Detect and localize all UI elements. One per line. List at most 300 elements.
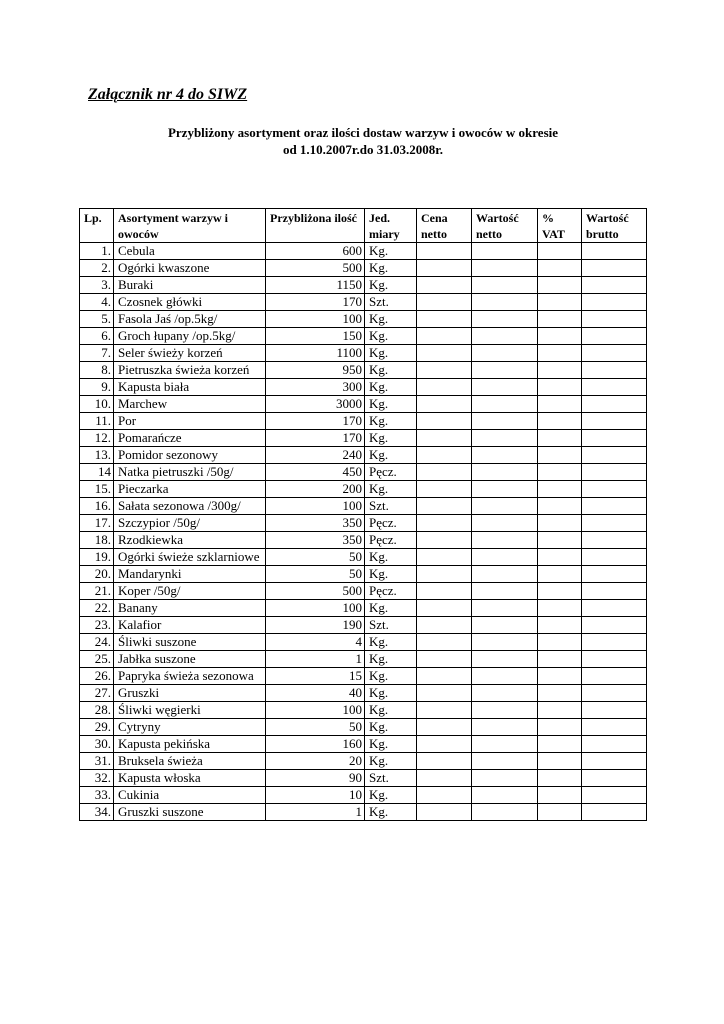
row-unit: Pęcz. — [365, 532, 417, 549]
row-lp: 2. — [80, 260, 114, 277]
table-row — [80, 532, 647, 549]
row-name: Pomarańcze — [114, 430, 266, 447]
row-price-cell — [417, 634, 472, 651]
row-price-cell — [417, 668, 472, 685]
row-vat-cell — [538, 617, 582, 634]
row-qty: 1 — [266, 804, 365, 821]
row-lp: 10. — [80, 396, 114, 413]
row-unit: Kg. — [365, 379, 417, 396]
row-price-cell — [417, 566, 472, 583]
row-qty: 100 — [266, 600, 365, 617]
row-vat-cell — [538, 753, 582, 770]
row-price-cell — [417, 583, 472, 600]
table-row — [80, 277, 647, 294]
row-net-value-cell — [472, 294, 538, 311]
row-qty: 500 — [266, 260, 365, 277]
row-qty: 1100 — [266, 345, 365, 362]
row-vat-cell — [538, 260, 582, 277]
row-gross-value-cell — [582, 515, 647, 532]
row-price-cell — [417, 736, 472, 753]
row-price-cell — [417, 719, 472, 736]
row-name: Sałata sezonowa /300g/ — [114, 498, 266, 515]
row-name: Śliwki węgierki — [114, 702, 266, 719]
table-row — [80, 566, 647, 583]
row-name: Fasola Jaś /op.5kg/ — [114, 311, 266, 328]
table-row — [80, 396, 647, 413]
row-net-value-cell — [472, 549, 538, 566]
row-gross-value-cell — [582, 583, 647, 600]
row-net-value-cell — [472, 328, 538, 345]
table-row — [80, 668, 647, 685]
row-gross-value-cell — [582, 617, 647, 634]
row-vat-cell — [538, 362, 582, 379]
document-title — [120, 124, 606, 158]
row-unit: Kg. — [365, 362, 417, 379]
row-unit: Kg. — [365, 685, 417, 702]
row-name: Kalafior — [114, 617, 266, 634]
table-row — [80, 379, 647, 396]
row-unit: Kg. — [365, 804, 417, 821]
row-unit: Kg. — [365, 413, 417, 430]
row-lp: 7. — [80, 345, 114, 362]
row-price-cell — [417, 481, 472, 498]
row-unit: Szt. — [365, 498, 417, 515]
row-qty: 170 — [266, 430, 365, 447]
row-name: Mandarynki — [114, 566, 266, 583]
row-qty: 100 — [266, 498, 365, 515]
row-qty: 20 — [266, 753, 365, 770]
row-vat-cell — [538, 532, 582, 549]
row-vat-cell — [538, 396, 582, 413]
row-name: Kapusta biała — [114, 379, 266, 396]
row-unit: Kg. — [365, 396, 417, 413]
row-gross-value-cell — [582, 413, 647, 430]
row-unit: Pęcz. — [365, 583, 417, 600]
row-price-cell — [417, 804, 472, 821]
row-vat-cell — [538, 311, 582, 328]
row-price-cell — [417, 464, 472, 481]
row-qty: 450 — [266, 464, 365, 481]
table-row — [80, 311, 647, 328]
row-net-value-cell — [472, 311, 538, 328]
row-unit: Kg. — [365, 345, 417, 362]
row-qty: 50 — [266, 566, 365, 583]
row-gross-value-cell — [582, 277, 647, 294]
row-lp: 24. — [80, 634, 114, 651]
row-net-value-cell — [472, 634, 538, 651]
row-unit: Kg. — [365, 566, 417, 583]
header-net-value: Wartość netto — [472, 209, 538, 243]
row-net-value-cell — [472, 617, 538, 634]
row-price-cell — [417, 311, 472, 328]
row-gross-value-cell — [582, 566, 647, 583]
table-row — [80, 362, 647, 379]
row-net-value-cell — [472, 600, 538, 617]
row-gross-value-cell — [582, 634, 647, 651]
row-net-value-cell — [472, 753, 538, 770]
row-name: Cukinia — [114, 787, 266, 804]
row-gross-value-cell — [582, 702, 647, 719]
row-gross-value-cell — [582, 498, 647, 515]
row-qty: 950 — [266, 362, 365, 379]
row-qty: 300 — [266, 379, 365, 396]
header-unit: Jed. miary — [365, 209, 417, 243]
table-row — [80, 328, 647, 345]
row-vat-cell — [538, 770, 582, 787]
row-name: Koper /50g/ — [114, 583, 266, 600]
row-lp: 26. — [80, 668, 114, 685]
row-unit: Kg. — [365, 311, 417, 328]
row-price-cell — [417, 515, 472, 532]
row-vat-cell — [538, 328, 582, 345]
row-name: Szczypior /50g/ — [114, 515, 266, 532]
row-vat-cell — [538, 787, 582, 804]
row-qty: 1 — [266, 651, 365, 668]
row-lp: 19. — [80, 549, 114, 566]
table-row — [80, 464, 647, 481]
row-net-value-cell — [472, 668, 538, 685]
row-price-cell — [417, 345, 472, 362]
row-gross-value-cell — [582, 447, 647, 464]
row-unit: Kg. — [365, 702, 417, 719]
row-vat-cell — [538, 430, 582, 447]
row-qty: 170 — [266, 413, 365, 430]
row-lp: 22. — [80, 600, 114, 617]
row-gross-value-cell — [582, 379, 647, 396]
table-row — [80, 617, 647, 634]
table-row — [80, 413, 647, 430]
row-net-value-cell — [472, 719, 538, 736]
table-row — [80, 634, 647, 651]
header-gross-value: Wartość brutto — [582, 209, 647, 243]
row-vat-cell — [538, 549, 582, 566]
table-row — [80, 345, 647, 362]
row-price-cell — [417, 447, 472, 464]
row-price-cell — [417, 753, 472, 770]
row-unit: Kg. — [365, 787, 417, 804]
row-price-cell — [417, 498, 472, 515]
table-row — [80, 243, 647, 260]
row-lp: 25. — [80, 651, 114, 668]
row-gross-value-cell — [582, 787, 647, 804]
row-gross-value-cell — [582, 804, 647, 821]
row-unit: Szt. — [365, 617, 417, 634]
row-gross-value-cell — [582, 328, 647, 345]
row-qty: 3000 — [266, 396, 365, 413]
row-unit: Kg. — [365, 634, 417, 651]
header-price: Cena netto — [417, 209, 472, 243]
row-qty: 50 — [266, 719, 365, 736]
table-row — [80, 498, 647, 515]
row-price-cell — [417, 787, 472, 804]
row-price-cell — [417, 362, 472, 379]
row-qty: 15 — [266, 668, 365, 685]
row-lp: 15. — [80, 481, 114, 498]
row-qty: 150 — [266, 328, 365, 345]
row-net-value-cell — [472, 770, 538, 787]
row-qty: 50 — [266, 549, 365, 566]
row-name: Śliwki suszone — [114, 634, 266, 651]
row-lp: 34. — [80, 804, 114, 821]
row-vat-cell — [538, 481, 582, 498]
table-row — [80, 702, 647, 719]
row-price-cell — [417, 413, 472, 430]
row-vat-cell — [538, 379, 582, 396]
row-qty: 10 — [266, 787, 365, 804]
row-net-value-cell — [472, 447, 538, 464]
row-price-cell — [417, 294, 472, 311]
row-unit: Kg. — [365, 277, 417, 294]
row-vat-cell — [538, 566, 582, 583]
table-row — [80, 787, 647, 804]
row-name: Jabłka suszone — [114, 651, 266, 668]
table-row — [80, 600, 647, 617]
row-gross-value-cell — [582, 736, 647, 753]
row-unit: Szt. — [365, 294, 417, 311]
table-row — [80, 515, 647, 532]
row-lp: 5. — [80, 311, 114, 328]
row-vat-cell — [538, 498, 582, 515]
row-net-value-cell — [472, 379, 538, 396]
document-title-line-2: od 1.10.2007r.do 31.03.2008r. — [282, 142, 444, 157]
row-price-cell — [417, 243, 472, 260]
row-price-cell — [417, 770, 472, 787]
row-lp: 20. — [80, 566, 114, 583]
row-gross-value-cell — [582, 294, 647, 311]
row-vat-cell — [538, 413, 582, 430]
row-net-value-cell — [472, 804, 538, 821]
row-price-cell — [417, 396, 472, 413]
row-gross-value-cell — [582, 651, 647, 668]
row-lp: 17. — [80, 515, 114, 532]
row-unit: Kg. — [365, 260, 417, 277]
table-row — [80, 430, 647, 447]
row-name: Cytryny — [114, 719, 266, 736]
row-gross-value-cell — [582, 396, 647, 413]
row-price-cell — [417, 277, 472, 294]
row-unit: Kg. — [365, 481, 417, 498]
row-vat-cell — [538, 277, 582, 294]
row-vat-cell — [538, 515, 582, 532]
row-gross-value-cell — [582, 464, 647, 481]
row-unit: Pęcz. — [365, 515, 417, 532]
row-qty: 160 — [266, 736, 365, 753]
row-name: Kapusta pekińska — [114, 736, 266, 753]
table-row — [80, 770, 647, 787]
row-name: Ogórki kwaszone — [114, 260, 266, 277]
row-vat-cell — [538, 719, 582, 736]
row-vat-cell — [538, 651, 582, 668]
row-vat-cell — [538, 702, 582, 719]
row-vat-cell — [538, 243, 582, 260]
row-gross-value-cell — [582, 719, 647, 736]
row-name: Natka pietruszki /50g/ — [114, 464, 266, 481]
row-net-value-cell — [472, 345, 538, 362]
row-qty: 600 — [266, 243, 365, 260]
row-price-cell — [417, 532, 472, 549]
row-name: Seler świeży korzeń — [114, 345, 266, 362]
row-price-cell — [417, 379, 472, 396]
row-lp: 16. — [80, 498, 114, 515]
row-lp: 11. — [80, 413, 114, 430]
row-lp: 28. — [80, 702, 114, 719]
row-vat-cell — [538, 685, 582, 702]
row-price-cell — [417, 617, 472, 634]
row-lp: 31. — [80, 753, 114, 770]
row-lp: 18. — [80, 532, 114, 549]
row-qty: 4 — [266, 634, 365, 651]
row-vat-cell — [538, 294, 582, 311]
row-qty: 350 — [266, 532, 365, 549]
row-net-value-cell — [472, 413, 538, 430]
row-net-value-cell — [472, 685, 538, 702]
row-net-value-cell — [472, 260, 538, 277]
row-net-value-cell — [472, 498, 538, 515]
header-lp: Lp. — [80, 209, 114, 243]
row-name: Cebula — [114, 243, 266, 260]
row-price-cell — [417, 702, 472, 719]
row-net-value-cell — [472, 396, 538, 413]
row-name: Groch łupany /op.5kg/ — [114, 328, 266, 345]
row-vat-cell — [538, 804, 582, 821]
row-name: Kapusta włoska — [114, 770, 266, 787]
row-lp: 13. — [80, 447, 114, 464]
row-qty: 240 — [266, 447, 365, 464]
row-price-cell — [417, 651, 472, 668]
row-lp: 1. — [80, 243, 114, 260]
table-row — [80, 753, 647, 770]
row-price-cell — [417, 549, 472, 566]
row-name: Pomidor sezonowy — [114, 447, 266, 464]
row-lp: 30. — [80, 736, 114, 753]
row-name: Ogórki świeże szklarniowe — [114, 549, 266, 566]
row-net-value-cell — [472, 566, 538, 583]
row-lp: 14 — [80, 464, 114, 481]
row-unit: Kg. — [365, 736, 417, 753]
row-gross-value-cell — [582, 345, 647, 362]
row-gross-value-cell — [582, 753, 647, 770]
row-vat-cell — [538, 634, 582, 651]
row-price-cell — [417, 260, 472, 277]
row-price-cell — [417, 430, 472, 447]
table-row — [80, 804, 647, 821]
row-name: Por — [114, 413, 266, 430]
row-vat-cell — [538, 736, 582, 753]
row-lp: 32. — [80, 770, 114, 787]
row-name: Papryka świeża sezonowa — [114, 668, 266, 685]
table-row — [80, 294, 647, 311]
row-unit: Kg. — [365, 651, 417, 668]
row-net-value-cell — [472, 481, 538, 498]
document-title-line-1: Przybliżony asortyment oraz ilości dostaw warzyw i owoców w okresie — [167, 125, 559, 140]
row-vat-cell — [538, 600, 582, 617]
row-gross-value-cell — [582, 668, 647, 685]
row-net-value-cell — [472, 515, 538, 532]
row-gross-value-cell — [582, 685, 647, 702]
row-price-cell — [417, 685, 472, 702]
row-qty: 350 — [266, 515, 365, 532]
row-unit: Kg. — [365, 753, 417, 770]
row-gross-value-cell — [582, 430, 647, 447]
row-qty: 100 — [266, 311, 365, 328]
table-row — [80, 685, 647, 702]
row-gross-value-cell — [582, 549, 647, 566]
row-price-cell — [417, 328, 472, 345]
row-gross-value-cell — [582, 481, 647, 498]
row-qty: 170 — [266, 294, 365, 311]
row-vat-cell — [538, 447, 582, 464]
header-name: Asortyment warzyw i owoców — [114, 209, 266, 243]
row-net-value-cell — [472, 702, 538, 719]
row-gross-value-cell — [582, 600, 647, 617]
row-lp: 12. — [80, 430, 114, 447]
row-gross-value-cell — [582, 311, 647, 328]
row-gross-value-cell — [582, 243, 647, 260]
row-net-value-cell — [472, 532, 538, 549]
row-gross-value-cell — [582, 770, 647, 787]
row-vat-cell — [538, 345, 582, 362]
row-net-value-cell — [472, 651, 538, 668]
row-unit: Kg. — [365, 430, 417, 447]
row-price-cell — [417, 600, 472, 617]
table-row — [80, 583, 647, 600]
row-qty: 1150 — [266, 277, 365, 294]
row-name: Czosnek główki — [114, 294, 266, 311]
row-unit: Kg. — [365, 549, 417, 566]
row-net-value-cell — [472, 430, 538, 447]
row-name: Marchew — [114, 396, 266, 413]
row-name: Gruszki suszone — [114, 804, 266, 821]
row-lp: 4. — [80, 294, 114, 311]
row-vat-cell — [538, 464, 582, 481]
row-qty: 40 — [266, 685, 365, 702]
table-row — [80, 447, 647, 464]
row-lp: 3. — [80, 277, 114, 294]
row-name: Gruszki — [114, 685, 266, 702]
row-net-value-cell — [472, 243, 538, 260]
table-row — [80, 736, 647, 753]
row-unit: Szt. — [365, 770, 417, 787]
row-net-value-cell — [472, 583, 538, 600]
assortment-table — [79, 208, 647, 821]
row-vat-cell — [538, 583, 582, 600]
row-lp: 23. — [80, 617, 114, 634]
row-qty: 90 — [266, 770, 365, 787]
row-gross-value-cell — [582, 362, 647, 379]
row-lp: 6. — [80, 328, 114, 345]
table-row — [80, 549, 647, 566]
row-unit: Pęcz. — [365, 464, 417, 481]
row-lp: 33. — [80, 787, 114, 804]
row-name: Pietruszka świeża korzeń — [114, 362, 266, 379]
table-row — [80, 719, 647, 736]
row-net-value-cell — [472, 787, 538, 804]
table-header-row — [80, 209, 647, 243]
row-name: Bruksela świeża — [114, 753, 266, 770]
row-unit: Kg. — [365, 668, 417, 685]
table-row — [80, 651, 647, 668]
row-name: Banany — [114, 600, 266, 617]
row-net-value-cell — [472, 464, 538, 481]
row-unit: Kg. — [365, 328, 417, 345]
row-vat-cell — [538, 668, 582, 685]
row-unit: Kg. — [365, 447, 417, 464]
row-qty: 500 — [266, 583, 365, 600]
table-row — [80, 260, 647, 277]
row-unit: Kg. — [365, 243, 417, 260]
row-name: Rzodkiewka — [114, 532, 266, 549]
row-net-value-cell — [472, 736, 538, 753]
